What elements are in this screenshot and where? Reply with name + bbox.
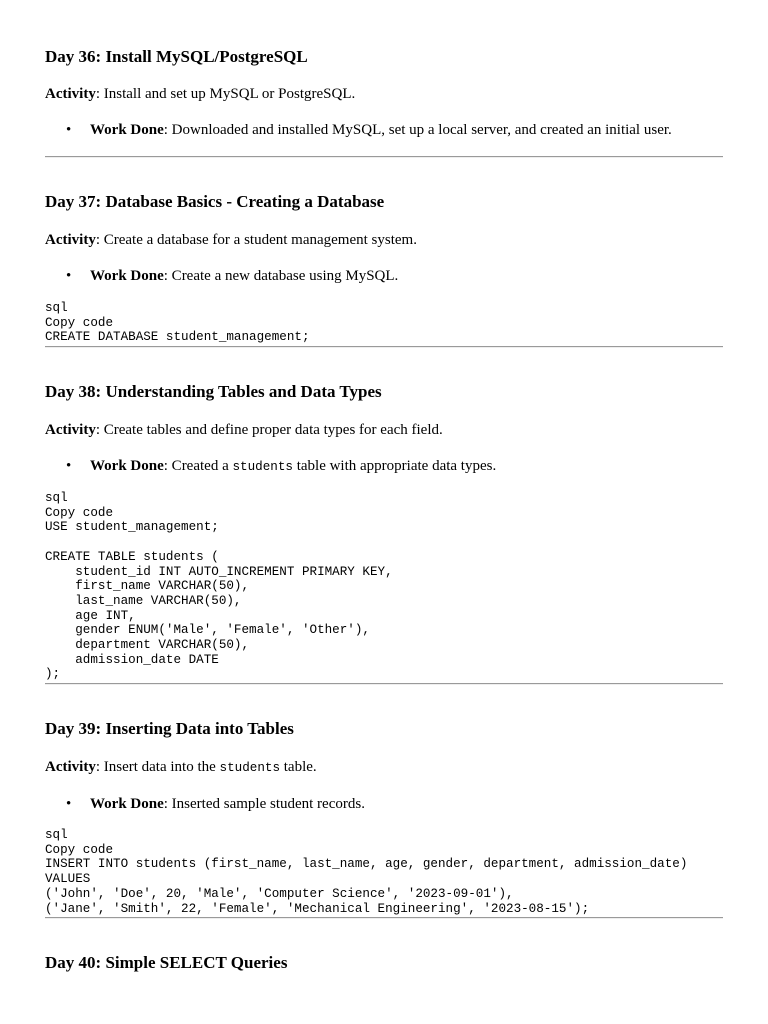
work-text-pre: : Created a (163, 458, 233, 474)
work-label: Work Done (90, 122, 164, 138)
work-text-post: table with appropriate data types. (292, 458, 497, 474)
work-label: Work Done (90, 458, 164, 474)
activity-text-pre: : Insert data into the (95, 759, 220, 775)
activity-line (45, 758, 723, 777)
code-language: sql (45, 828, 68, 842)
activity-line (45, 421, 723, 439)
work-done-item (45, 121, 723, 139)
activity-line (45, 231, 723, 249)
copy-code-button[interactable]: Copy code (45, 315, 114, 330)
section-day-38 (45, 382, 723, 474)
bullet-icon: • (66, 122, 72, 138)
code-language: sql (45, 491, 68, 505)
activity-line (45, 85, 723, 103)
activity-label: Activity (45, 759, 96, 775)
section-heading: Day 36: Install MySQL/PostgreSQL (45, 47, 308, 66)
section-day-37 (45, 192, 723, 284)
work-label: Work Done (90, 268, 164, 284)
work-label: Work Done (90, 796, 164, 812)
activity-text: : Install and set up MySQL or PostgreSQL. (95, 86, 356, 102)
code-block (45, 301, 723, 345)
section-heading: Day 38: Understanding Tables and Data Types (45, 382, 382, 401)
code-content: CREATE DATABASE student_management; (45, 330, 310, 345)
divider (45, 156, 723, 158)
activity-label: Activity (45, 232, 96, 248)
section-day-39 (45, 719, 723, 812)
code-content: INSERT INTO students (first_name, last_name, age, gender, department, admission_date) VALUES ('John', 'Doe', 20, 'Male', 'Computer Science', '2023-09-01'), ('Jane', 'Smith', 22, 'Female', 'Mechanical Engineering', '2023-08-15'); (45, 857, 688, 916)
work-done-item (45, 795, 723, 813)
divider (45, 346, 723, 348)
bullet-icon: • (66, 268, 72, 284)
copy-code-button[interactable]: Copy code (45, 842, 114, 857)
work-text: : Create a new database using MySQL. (163, 268, 399, 284)
inline-code: students (219, 761, 281, 775)
activity-label: Activity (45, 422, 96, 438)
work-done-item (45, 267, 723, 285)
inline-code: students (232, 460, 293, 474)
work-text: : Downloaded and installed MySQL, set up a local server, and created an initial user. (163, 122, 672, 138)
activity-text: : Create tables and define proper data types for each field. (95, 422, 443, 438)
divider (45, 917, 723, 919)
work-text: : Inserted sample student records. (163, 796, 365, 812)
section-day-36 (45, 47, 723, 138)
activity-text-post: table. (280, 759, 317, 775)
code-language: sql (45, 301, 68, 315)
activity-label: Activity (45, 86, 96, 102)
section-heading: Day 40: Simple SELECT Queries (45, 953, 288, 972)
code-block (45, 491, 723, 682)
code-block (45, 828, 723, 916)
bullet-icon: • (66, 458, 72, 474)
section-heading: Day 37: Database Basics - Creating a Database (45, 192, 385, 211)
copy-code-button[interactable]: Copy code (45, 505, 114, 520)
section-heading: Day 39: Inserting Data into Tables (45, 719, 294, 738)
divider (45, 683, 723, 685)
code-content: USE student_management; CREATE TABLE students ( student_id INT AUTO_INCREMENT PRIMARY KEY, first_name VARCHAR(50), last_name VARCHAR(50), age INT, gender ENUM('Male', 'Female', 'Other'), department VARCHAR(50), admission_date DATE ); (45, 520, 393, 682)
activity-text: : Create a database for a student management system. (95, 232, 417, 248)
work-done-item (45, 457, 723, 476)
section-day-40 (45, 953, 723, 973)
bullet-icon: • (66, 796, 72, 812)
